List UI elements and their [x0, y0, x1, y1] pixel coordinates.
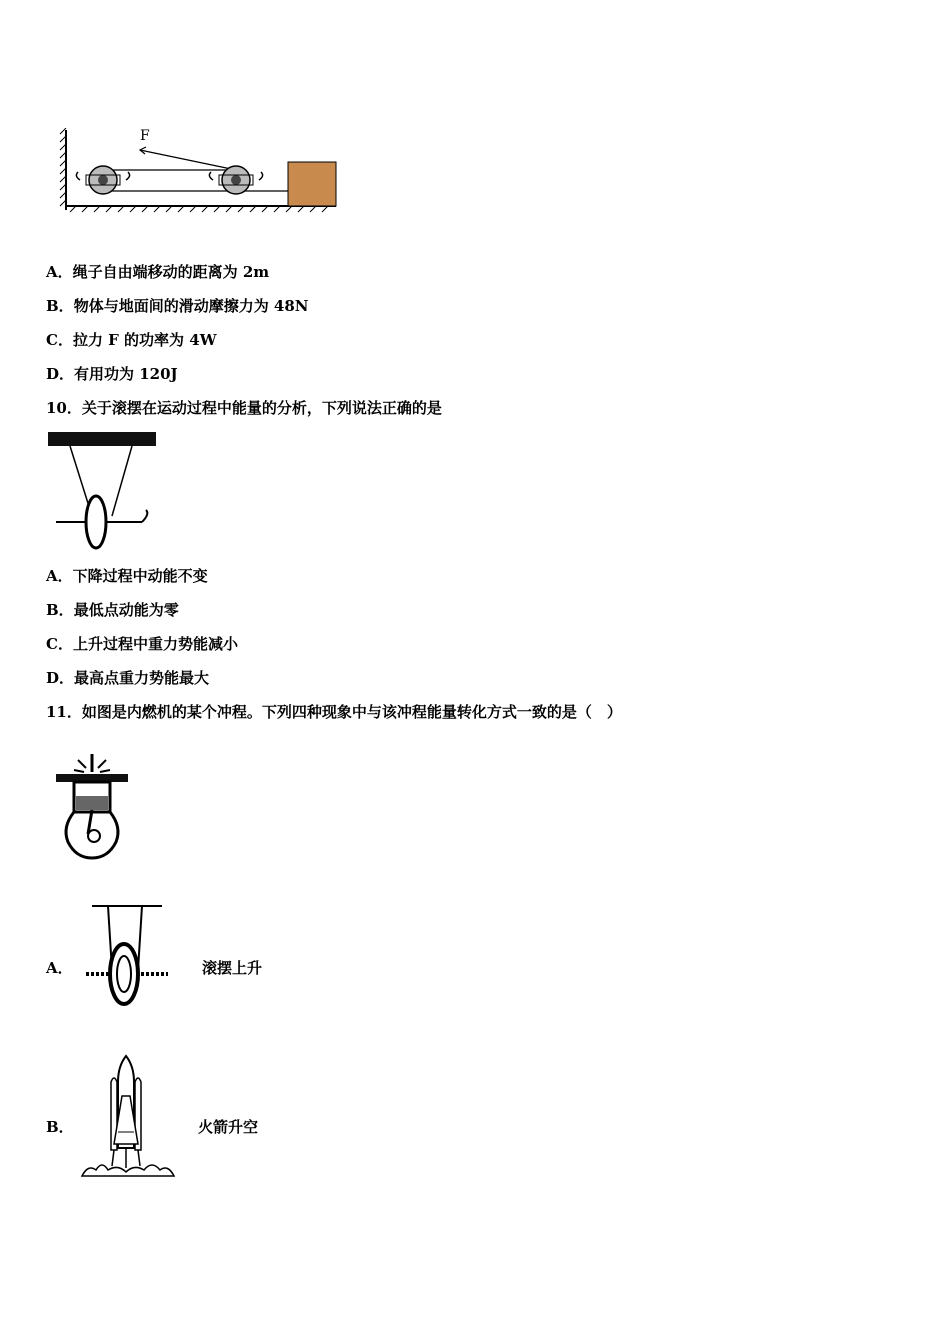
option-a-letter: A．	[46, 959, 73, 977]
option-a	[46, 261, 269, 282]
option-letter: A．	[46, 263, 73, 281]
question-10-stem: 10．关于滚摆在运动过程中能量的分析，下列说法正确的是	[46, 399, 442, 417]
option-letter: B．	[46, 601, 74, 619]
option-b	[46, 295, 309, 316]
option-a	[46, 565, 208, 586]
option-text: 下降过程中动能不变	[72, 567, 208, 585]
option-letter: C．	[46, 635, 73, 653]
rocket-launch-figure	[78, 1052, 178, 1180]
option-b	[46, 599, 179, 620]
option-letter: B．	[46, 297, 74, 315]
option-letter: D．	[46, 365, 75, 383]
question-11-stem: 11．如图是内燃机的某个冲程。下列四种现象中与该冲程能量转化方式一致的是（ ）	[46, 703, 622, 721]
option-a-text: 滚摆上升	[202, 959, 263, 977]
force-label: F	[140, 128, 150, 144]
option-b-letter: B．	[46, 1118, 74, 1136]
option-d	[46, 667, 209, 688]
option-text: 最高点重力势能最大	[74, 669, 210, 687]
option-b-text: 火箭升空	[198, 1118, 259, 1136]
maxwell-wheel-figure	[46, 430, 161, 555]
option-letter: A．	[46, 567, 73, 585]
option-c	[46, 633, 238, 654]
option-text: 最低点动能为零	[73, 601, 179, 619]
option-letter: D．	[46, 669, 75, 687]
option-text: 有用功为 120J	[74, 365, 178, 383]
option-text: 物体与地面间的滑动摩擦力为 48N	[73, 297, 309, 315]
option-text: 上升过程中重力势能减小	[72, 635, 238, 653]
pulley-system-figure	[58, 128, 343, 218]
option-text: 拉力 F 的功率为 4W	[72, 331, 217, 349]
option-d	[46, 363, 178, 384]
engine-stroke-figure	[52, 752, 132, 862]
option-letter: C．	[46, 331, 73, 349]
rolling-wheel-figure	[82, 900, 172, 1010]
option-text: 绳子自由端移动的距离为 2m	[72, 263, 270, 281]
option-c	[46, 329, 217, 350]
